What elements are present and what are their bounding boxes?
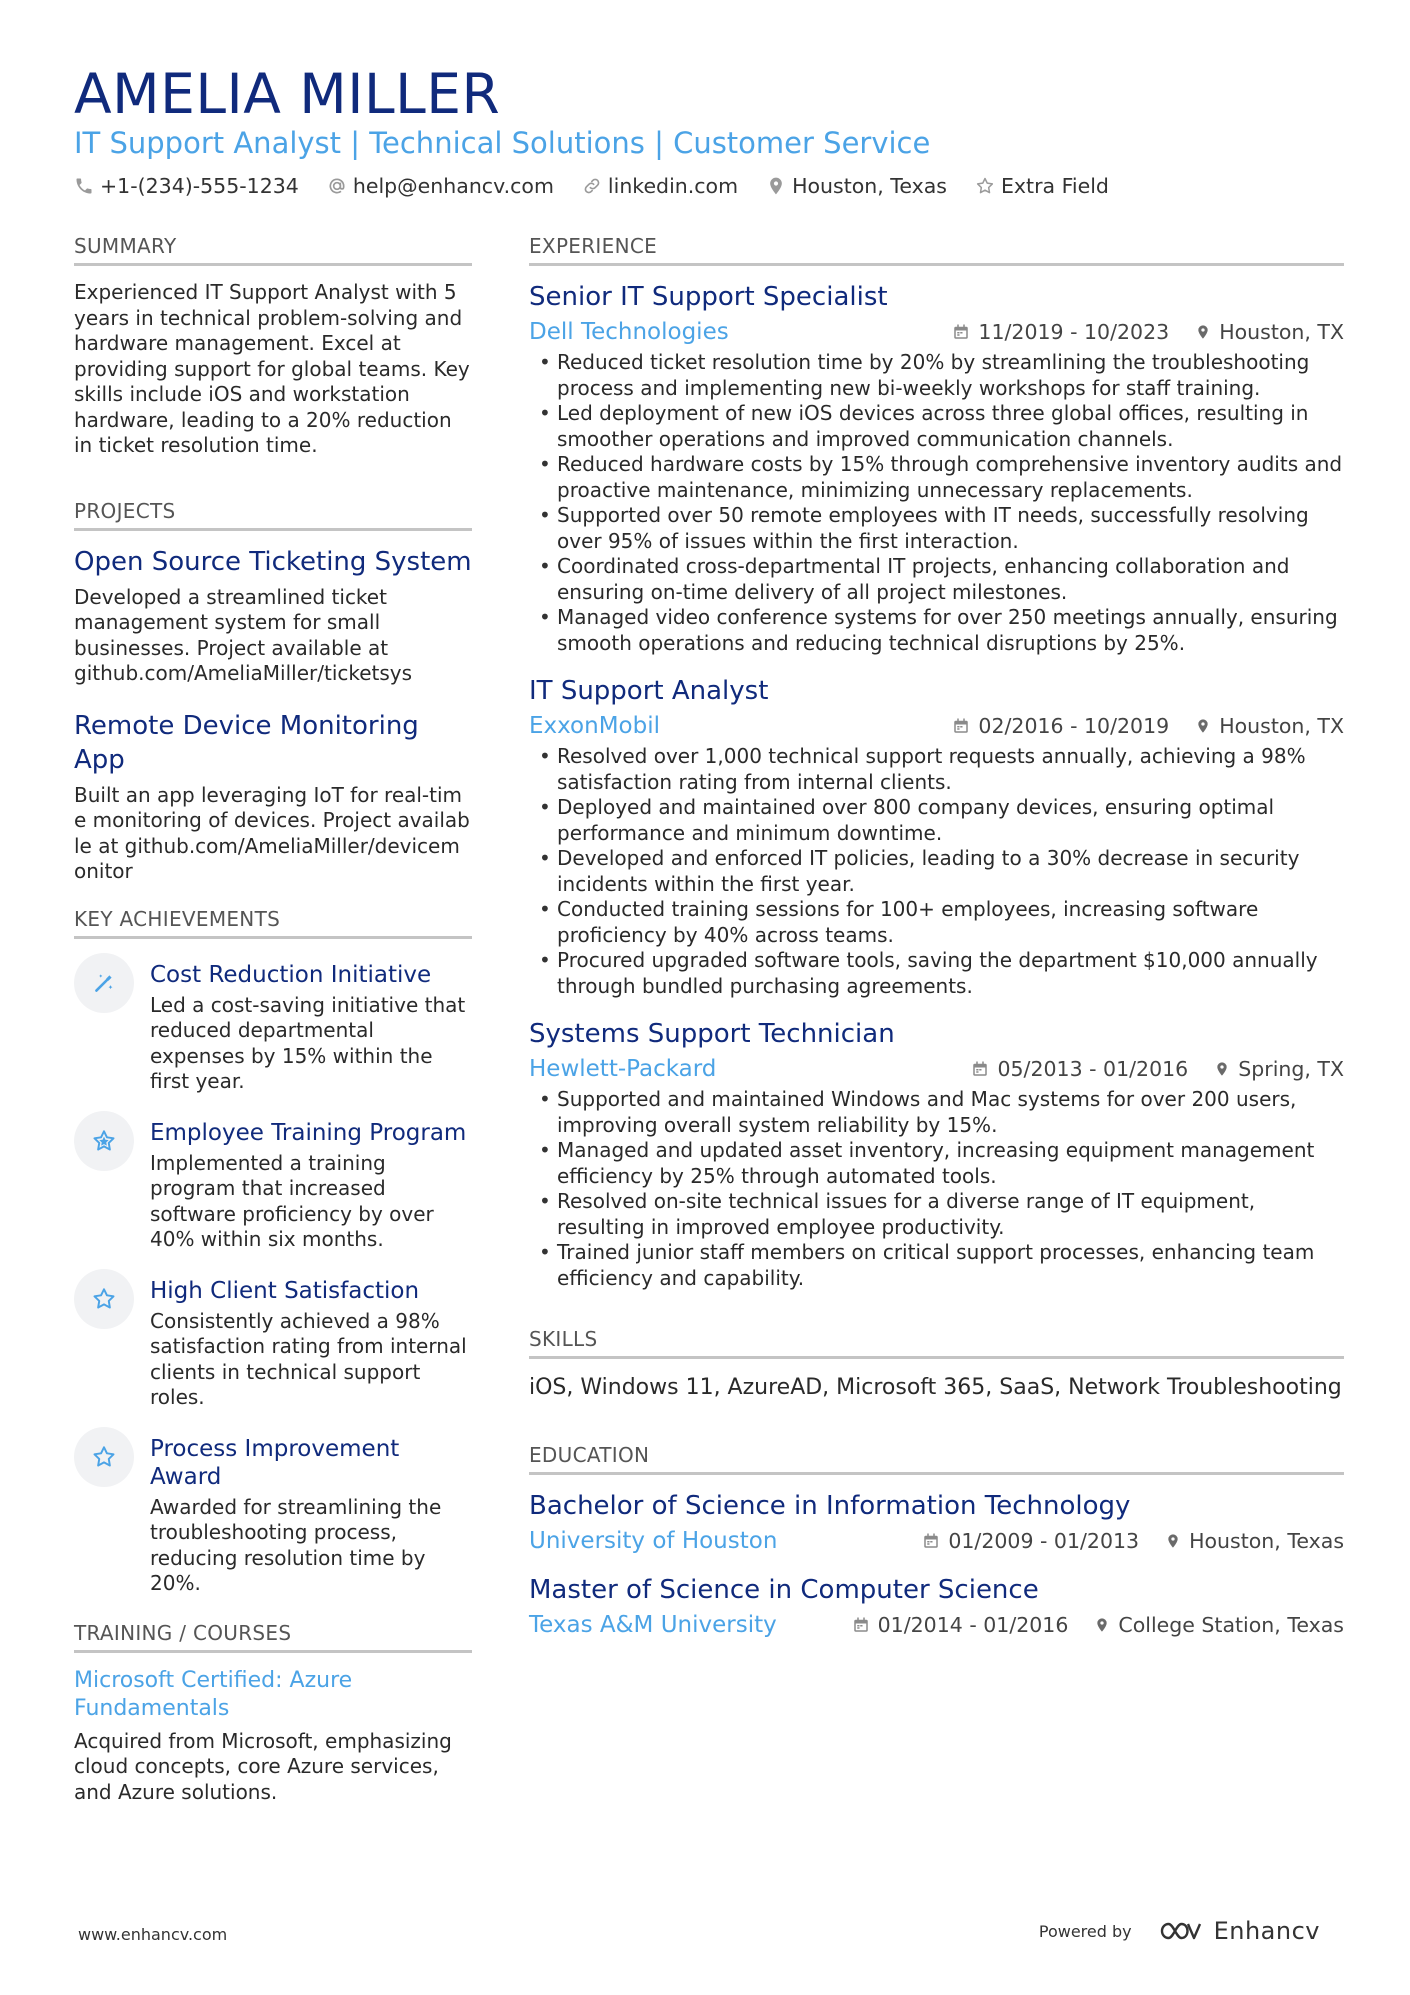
calendar-icon (852, 1616, 870, 1634)
achievement-title: Cost Reduction Initiative (150, 961, 432, 988)
job-entry (529, 280, 1344, 656)
job-location-text: Houston, TX (1219, 714, 1344, 738)
achievement-text: Led a cost-saving initiative that reduced departmental expenses by 15% within the first year. (150, 992, 466, 1093)
experience-heading: EXPERIENCE (529, 234, 1344, 266)
left-column (74, 234, 472, 1805)
footer-website[interactable]: www.enhancv.com (78, 1925, 228, 1944)
job-location (1195, 320, 1344, 344)
location-icon (766, 176, 786, 196)
education-dates (922, 1529, 1139, 1553)
projects-section (74, 499, 472, 885)
link-icon (582, 176, 602, 196)
job-meta-right (945, 1057, 1344, 1081)
project-title: Open Source Ticketing System (74, 546, 472, 577)
job-bullet: • Coordinated cross-departmental IT projects, enhancing collaboration and ensuring on-time delivery of all project milestones. (529, 554, 1344, 605)
job-bullet: • Resolved over 1,000 technical support requests annually, achieving a 98% satisfaction rating from internal clients. (529, 744, 1344, 795)
summary-section (74, 234, 472, 459)
job-bullets (529, 744, 1344, 999)
job-company: ExxonMobil (529, 713, 660, 739)
calendar-icon (952, 717, 970, 735)
job-meta-right (926, 320, 1344, 344)
job-bullet: • Supported and maintained Windows and Mac systems for over 200 users, improving overall system reliability by 15%. (529, 1087, 1344, 1138)
candidate-headline: IT Support Analyst | Technical Solutions | Customer Service (74, 126, 931, 160)
education-heading: EDUCATION (529, 1443, 1344, 1475)
star-outline-icon (74, 1427, 134, 1487)
education-dates-text: 01/2014 - 01/2016 (877, 1613, 1069, 1637)
magic-wand-icon (74, 953, 134, 1013)
job-location-text: Spring, TX (1238, 1057, 1344, 1081)
contact-location-text: Houston, Texas (792, 174, 947, 198)
job-location (1214, 1057, 1344, 1081)
job-bullets (529, 1087, 1344, 1291)
job-bullet: • Reduced ticket resolution time by 20% by streamlining the troubleshooting process and implementing new bi-weekly workshops for staff training. (529, 350, 1344, 401)
job-bullet: • Conducted training sessions for 100+ employees, increasing software proficiency by 40% across teams. (529, 897, 1344, 948)
location-icon (1165, 1531, 1181, 1551)
contact-linkedin[interactable] (582, 174, 738, 198)
education-location-text: Houston, Texas (1189, 1529, 1344, 1553)
job-bullet: • Led deployment of new iOS devices across three global offices, resulting in smoother operations and improved communication channels. (529, 401, 1344, 452)
star-filled-icon (74, 1111, 134, 1171)
location-icon (1195, 716, 1211, 736)
projects-heading: PROJECTS (74, 499, 472, 531)
job-bullet: • Trained junior staff members on critical support processes, enhancing team efficiency and capability. (529, 1240, 1344, 1291)
job-dates (952, 714, 1169, 738)
education-section (529, 1443, 1344, 1639)
training-heading: TRAINING / COURSES (74, 1621, 472, 1653)
achievement-title: Employee Training Program (150, 1119, 467, 1146)
achievements-section (74, 907, 472, 1597)
education-entry (529, 1573, 1344, 1639)
achievement-text: Implemented a training program that increased software proficiency by over 40% within six months. (150, 1150, 434, 1251)
job-dates (952, 320, 1169, 344)
contact-linkedin-text: linkedin.com (607, 174, 739, 198)
degree-title: Bachelor of Science in Information Technology (529, 1491, 1131, 1521)
calendar-icon (922, 1532, 940, 1550)
job-bullet: • Managed and updated asset inventory, increasing equipment management efficiency by 25% through automated tools. (529, 1138, 1344, 1189)
training-section (74, 1621, 472, 1806)
contact-bar (74, 174, 1354, 198)
skills-text: iOS, Windows 11, AzureAD, Microsoft 365, SaaS, Network Troubleshooting (529, 1375, 1342, 1400)
job-meta (529, 712, 1344, 740)
education-location (1094, 1613, 1344, 1637)
phone-icon (74, 176, 94, 196)
job-title: Systems Support Technician (529, 1019, 895, 1049)
location-icon (1214, 1059, 1230, 1079)
training-description: Acquired from Microsoft, emphasizing cloud concepts, core Azure services, and Azure solutions. (74, 1728, 452, 1804)
brand-name: Enhancv (1213, 1917, 1320, 1945)
project-title: Remote Device Monitoring App (74, 710, 419, 775)
calendar-icon (971, 1060, 989, 1078)
education-location (1165, 1529, 1344, 1553)
job-location (1195, 714, 1344, 738)
achievement-item (74, 961, 472, 1095)
project-item (74, 709, 472, 885)
contact-phone-text: +1-(234)-555-1234 (100, 174, 299, 198)
job-bullet: • Supported over 50 remote employees with IT needs, successfully resolving over 95% of issues within the first interaction. (529, 503, 1344, 554)
contact-email[interactable] (327, 174, 554, 198)
job-bullets (529, 350, 1344, 656)
training-item (74, 1667, 472, 1806)
education-dates-text: 01/2009 - 01/2013 (948, 1529, 1140, 1553)
powered-by-label: Powered by (1038, 1921, 1132, 1941)
job-company: Dell Technologies (529, 319, 729, 345)
resume-header (74, 60, 1354, 198)
job-entry (529, 1017, 1344, 1291)
footer-branding[interactable] (1039, 1917, 1320, 1945)
achievement-text: Consistently achieved a 98% satisfaction rating from internal clients in technical support roles. (150, 1308, 467, 1409)
right-column (529, 234, 1344, 1657)
location-icon (1195, 322, 1211, 342)
location-icon (1094, 1615, 1110, 1635)
education-meta-right (826, 1613, 1344, 1637)
calendar-icon (952, 323, 970, 341)
job-bullet: • Deployed and maintained over 800 company devices, ensuring optimal performance and minimum downtime. (529, 795, 1344, 846)
job-dates (971, 1057, 1188, 1081)
skills-heading: SKILLS (529, 1327, 1344, 1359)
job-bullet: • Reduced hardware costs by 15% through comprehensive inventory audits and proactive maintenance, minimizing unnecessary replacements. (529, 452, 1344, 503)
training-title: Microsoft Certified: Azure Fundamentals (74, 1667, 353, 1721)
job-meta (529, 318, 1344, 346)
achievement-title: High Client Satisfaction (150, 1277, 420, 1304)
job-company: Hewlett-Packard (529, 1056, 717, 1082)
job-dates-text: 05/2013 - 01/2016 (997, 1057, 1189, 1081)
education-meta (529, 1527, 1344, 1555)
skills-section (529, 1327, 1344, 1403)
education-meta (529, 1611, 1344, 1639)
project-description: Built an app leveraging IoT for real-time monitoring of devices. Project available at github.com/AmeliaMiller/devicemonitor (74, 782, 470, 883)
job-entry (529, 674, 1344, 999)
project-item (74, 545, 472, 687)
achievement-item (74, 1277, 472, 1411)
summary-heading: SUMMARY (74, 234, 472, 266)
achievement-text: Awarded for streamlining the troubleshooting process, reducing resolution time by 20%. (150, 1494, 442, 1595)
project-description: Developed a streamlined ticket management system for small businesses. Project available at github.com/AmeliaMiller/ticketsys (74, 584, 413, 685)
achievement-item (74, 1435, 472, 1597)
job-bullet: • Resolved on-site technical issues for a diverse range of IT equipment, resulting in improved employee productivity. (529, 1189, 1344, 1240)
achievement-title: Process Improvement Award (150, 1435, 400, 1490)
job-meta (529, 1055, 1344, 1083)
school-name: Texas A&M University (529, 1612, 777, 1638)
job-bullet: • Procured upgraded software tools, saving the department $10,000 annually through bundled purchasing agreements. (529, 948, 1344, 999)
job-bullet: • Managed video conference systems for over 250 meetings annually, ensuring smooth operations and reducing technical disruptions by 25%. (529, 605, 1344, 656)
school-name: University of Houston (529, 1528, 778, 1554)
education-meta-right (896, 1529, 1344, 1553)
star-outline-icon (74, 1269, 134, 1329)
education-location-text: College Station, Texas (1118, 1613, 1344, 1637)
contact-email-text: help@enhancv.com (352, 174, 554, 198)
contact-extra (975, 174, 1109, 198)
contact-extra-text: Extra Field (1000, 174, 1109, 198)
contact-phone[interactable] (74, 174, 299, 198)
at-icon (327, 176, 347, 196)
job-location-text: Houston, TX (1219, 320, 1344, 344)
job-dates-text: 11/2019 - 10/2023 (978, 320, 1170, 344)
experience-section (529, 234, 1344, 1291)
job-bullet: • Developed and enforced IT policies, leading to a 30% decrease in security incidents within the first year. (529, 846, 1344, 897)
job-title: Senior IT Support Specialist (529, 282, 888, 312)
enhancv-logo-icon (1158, 1919, 1204, 1943)
job-dates-text: 02/2016 - 10/2019 (978, 714, 1170, 738)
degree-title: Master of Science in Computer Science (529, 1575, 1039, 1605)
achievements-heading: KEY ACHIEVEMENTS (74, 907, 472, 939)
job-meta-right (926, 714, 1344, 738)
job-title: IT Support Analyst (529, 676, 769, 706)
star-icon (975, 176, 995, 196)
candidate-name: AMELIA MILLER (74, 62, 501, 126)
education-dates (852, 1613, 1069, 1637)
contact-location (766, 174, 947, 198)
education-entry (529, 1489, 1344, 1555)
achievement-item (74, 1119, 472, 1253)
summary-text: Experienced IT Support Analyst with 5 years in technical problem-solving and hardware management. Excel at providing support for global teams. Key skills include iOS and workstation hardware, leading to a 20% reduction in ticket resolution time. (74, 280, 470, 457)
